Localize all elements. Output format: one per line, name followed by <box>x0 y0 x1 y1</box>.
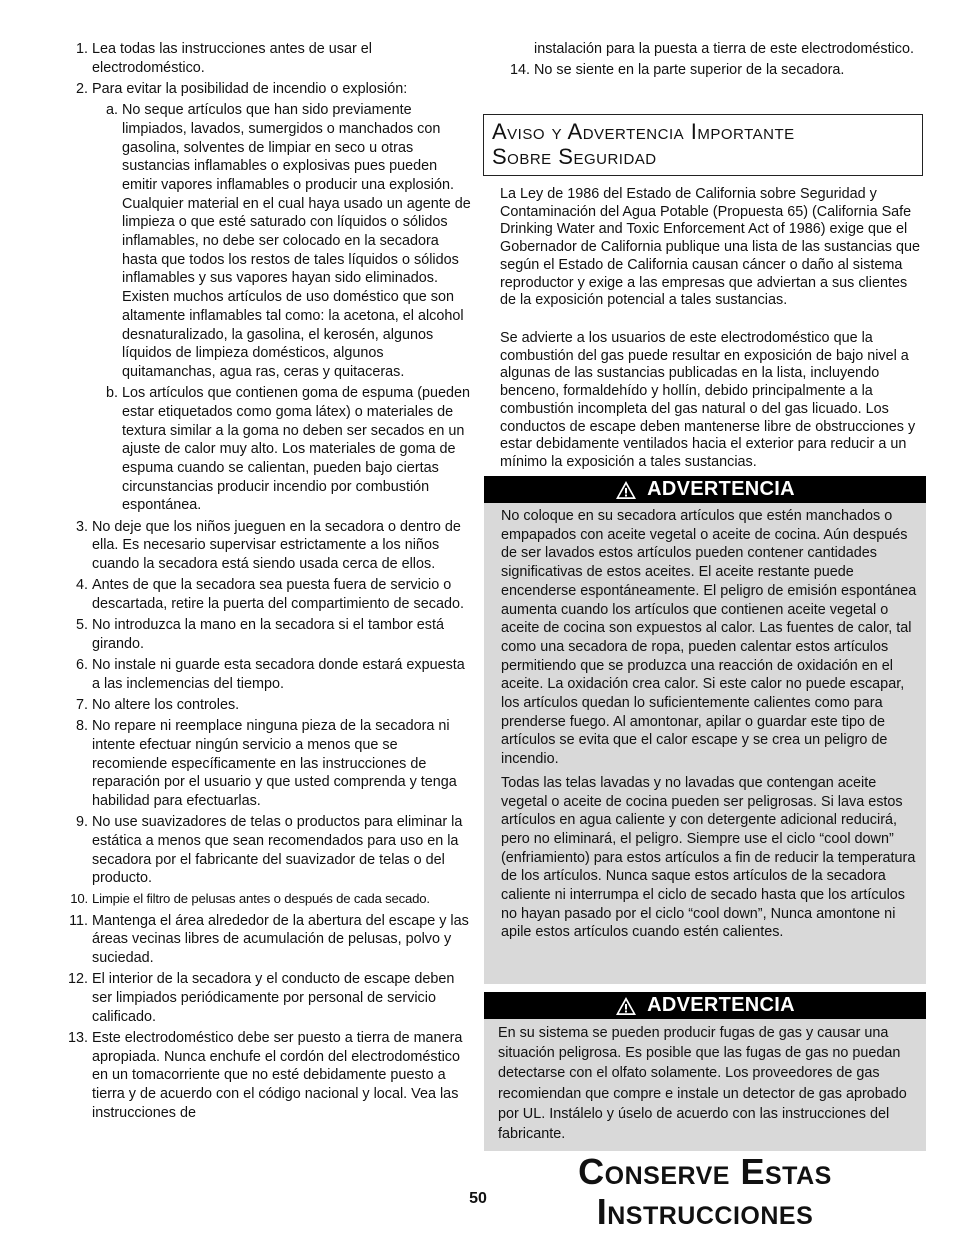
heading-line-1: Aviso y Advertencia Importante <box>492 119 795 144</box>
right-column-top <box>484 40 926 79</box>
warning-banner <box>484 476 926 503</box>
sub-list <box>66 101 474 515</box>
list-item-continuation: instalación para la puesta a tierra de este electrodoméstico. <box>534 41 914 57</box>
list-item: 1. Lea todas las instrucciones antes de usar el electrodoméstico. <box>75 41 372 76</box>
list-item: 2. Para evitar la posibilidad de incendio o explosión: a. No seque artículos que han sido previamente limpiados, lavados, sumergidos o manchados con gasolina, solventes de limpiar en seco u otras sustancias inflamables o explosivas pues pueden emitir vapores inflamables o producir una explosión. Cualquier material en el cual haya usado un agente de limpieza o que esté saturado con líquidos o sólidos inflamables, no debe ser colocado en la secadora hasta que todos los restos de tales líquidos o sólidos inflamables y sus vapores hayan sido eliminados. Existen muchos artículos de uso doméstico que son altamente inflamables tal como: la acetona, el alcohol desnaturalizado, la gasolina, el kerosén, algunos líquidos de limpieza domésticos, algunos quitamanchas, agua ras, ceras y quitaceras. b. Los artículos que contienen goma de espuma (pueden estar etiquetados como goma látex) o materiales de textura similar a la goma no deben ser secados en un ajuste de calor muy alto. Los materiales de goma de espuma cuando se calientan, pueden bajo ciertas circunstancias producir incendio por combustión espontánea. <box>66 80 474 515</box>
warning-text: No coloque en su secadora artículos que estén manchados o empapados con aceite vegetal o aceite de cocina. Aún después de ser lavados estos artículos pueden contener cantidades significativas de estos aceites. El aceite restante puede encenderse espontáneamente. El peligro de emisión espontánea aumenta cuando los artículos que contienen aceite vegetal o aceite de cocina son expuestos al calor. Las fuentes de calor, tal como una secadora de ropa, pueden calentar estos artículos permitiendo que se produzca una reacción de oxidación en el aceite. La oxidación crea calor. Si este calor no puede escapar, los artículos quedan lo suficientemente calientes como para prenderse fuego. Al amontonar, apilar o guardar este tipo de artículos se evita que el calor escape y se crea un peligro de incendio. <box>501 508 917 768</box>
list-item: 3. No deje que los niños jueguen en la secadora o dentro de ella. Es necesario supervisar estrictamente a los niños cuando la secadora está siendo usada cerca de ellos. <box>75 518 461 572</box>
warning-box-oil <box>484 503 926 984</box>
list-item: 14. No se siente en la parte superior de la secadora. <box>510 61 845 78</box>
list-item: 4. Antes de que la secadora sea puesta fuera de servicio o descartada, retire la puerta del compartimiento de secado. <box>75 577 464 612</box>
page-number: 50 <box>469 1190 487 1207</box>
list-item: 12. El interior de la secadora y el conducto de escape deben ser limpiados periódicamente por personal de servicio calificado. <box>67 971 455 1025</box>
footer-title: Conserve Estas Instrucciones <box>578 1151 832 1232</box>
sub-list-item: a. No seque artículos que han sido previamente limpiados, lavados, sumergidos o manchados con gasolina, solventes de limpiar en seco u otras sustancias inflamables o explosivas pues pueden emitir vapores inflamables o producir una explosión. Cualquier material en el cual haya usado un agente de limpieza o que esté saturado con líquidos o sólidos inflamables, no debe ser colocado en la secadora hasta que todos los restos de tales líquidos o sólidos inflamables y sus vapores hayan sido eliminados. Existen muchos artículos de uso doméstico que son altamente inflamables tal como: la acetona, el alcohol desnaturalizado, la gasolina, el kerosén, algunos líquidos de limpieza domésticos, algunos quitamanchas, agua ras, ceras y quitaceras. <box>106 102 471 380</box>
safety-notice-heading <box>483 114 923 176</box>
warning-text: En su sistema se pueden producir fugas de gas y causar una situación peligrosa. Es posible que las fugas de gas no puedan detectarse con el olfato solamente. Los proveedores de gas recomiendan que compre e instale un detector de gas aprobado por UL. Instálelo y úselo de acuerdo con las instrucciones del fabricante. <box>498 1025 907 1143</box>
heading-line-2: Sobre Seguridad <box>492 144 657 169</box>
warning-text: Todas las telas lavadas y no lavadas que contengan aceite vegetal o aceite de cocina pueden ser peligrosas. Si lava estos artículos en agua caliente y con detergente adicional reducirá, pero no eliminará, el peligro. Siempre use el ciclo “cool down” (enfriamiento) para estos artículos a fin de reducir la temperatura de los artículos. Nunca saque estos artículos de la secadora caliente ni interrumpa el ciclo de secado hasta que los artículos no hayan pasado por el ciclo “cool down”, Nunca amontone ni apile estos artículos cuando estén calientes. <box>501 774 916 941</box>
warning-label: ADVERTENCIA <box>647 478 795 500</box>
list-item: 6. No instale ni guarde esta secadora donde estará expuesta a las inclemencias del tiempo. <box>75 657 465 692</box>
list-item: 13. Este electrodoméstico debe ser puesto a tierra de manera apropiada. Nunca enchufe el cordón del electrodoméstico en un tomacorriente que no esté debidamente puesto a tierra y de acuerdo con el código nacional y local. Vea las instrucciones de <box>67 1029 463 1121</box>
list-item: 8. No repare ni reemplace ninguna pieza de la secadora ni intente efectuar ningún servicio a menos que se recomiende específicamente en las instrucciones de reparación por el usuario y que usted comprenda y tenga habilidad para efectuarlas. <box>75 718 457 809</box>
list-item: 11. Mantenga el área alrededor de la abertura del escape y las áreas vecinas libres de acumulación de pelusas, polvo y suciedad. <box>69 912 469 967</box>
sub-list-item: b. Los artículos que contienen goma de espuma (pueden estar etiquetados como goma látex) o materiales de textura similar a la goma no deben ser secados en un ajuste de calor muy alto. Los materiales de goma de espuma cuando se calientan, pueden bajo ciertas circunstancias producir incendio por combustión espontánea. <box>106 385 471 514</box>
warning-banner <box>484 992 926 1019</box>
list-item: 9. No use suavizadores de telas o productos para eliminar la estática a menos que sean recomendados para uso en la secadora por el fabricante del suavizador de telas o del producto. <box>75 814 463 887</box>
warning-triangle-icon <box>615 996 637 1016</box>
left-column <box>66 40 474 1125</box>
warning-label: ADVERTENCIA <box>647 994 795 1016</box>
prop65-paragraph: La Ley de 1986 del Estado de California sobre Seguridad y Contaminación del Agua Potable (Propuesta 65) (California Safe Drinking Water and Toxic Enforcement Act of 1986) exige que el Gobernador de California publique una lista de las sustancias que según el Estado de California causan cáncer o daño al sistema reproductor y exige a las empresas que adviertan a sus clientes de la exposición potencial a tales sustancias. <box>500 186 920 309</box>
list-item: 7. No altere los controles. <box>75 696 240 713</box>
gas-combustion-paragraph: Se advierte a los usuarios de este electrodoméstico que la combustión del gas puede resultar en exposición de bajo nivel a algunas de las sustancias publicadas en la lista, incluyendo benceno, formaldehído y hollín, debido principalmente a la combustión incompleta del gas natural o del gas licuado. Los conductos de escape deben mantenerse libre de obstrucciones y estar debidamente ventilados hacia el exterior para reducir a un mínimo la exposición a tales sustancias. <box>500 330 916 470</box>
instruction-list <box>66 40 474 1122</box>
warning-triangle-icon <box>615 480 637 500</box>
warning-box-gas <box>484 1019 926 1151</box>
list-item: 5. No introduzca la mano en la secadora si el tambor está girando. <box>75 617 444 652</box>
list-item: 10. Limpie el filtro de pelusas antes o después de cada secado. <box>70 891 430 907</box>
